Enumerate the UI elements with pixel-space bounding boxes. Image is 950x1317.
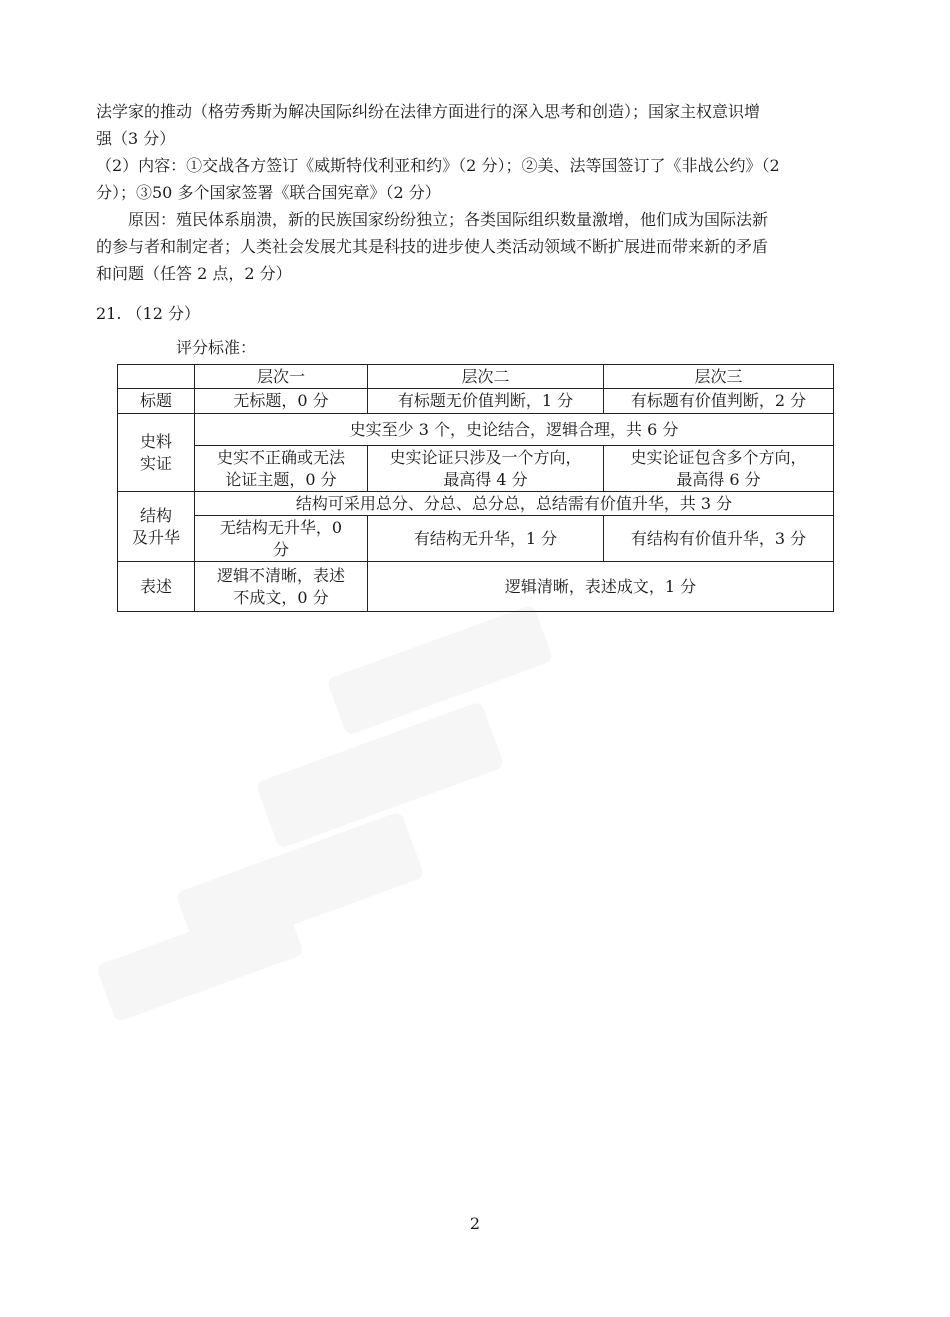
- title-level-1: 无标题，0 分: [195, 389, 368, 414]
- structure-level-3: 有结构有价值升华，3 分: [604, 516, 834, 562]
- text-line: 法学家的推动（格劳秀斯为解决国际纠纷在法律方面进行的深入思考和创造）；国家主权意识增: [96, 102, 761, 121]
- header-level-3: 层次三: [604, 365, 834, 389]
- text-line: 强（3 分）: [96, 129, 176, 148]
- row-label-evidence: 史料 实证: [118, 414, 195, 492]
- evidence-level-1: 史实不正确或无法 论证主题，0 分: [195, 446, 368, 492]
- text-line: 和问题（任答 2 点，2 分）: [96, 264, 292, 283]
- row-label-title: 标题: [118, 389, 195, 414]
- text-line: 原因：殖民体系崩溃，新的民族国家纷纷独立；各类国际组织数量激增，他们成为国际法新: [96, 210, 769, 229]
- grading-table: [117, 364, 834, 612]
- title-level-3: 有标题有价值判断，2 分: [604, 389, 834, 414]
- page-number: 2: [469, 1214, 481, 1233]
- structure-level-1: 无结构无升华，0 分: [195, 516, 368, 562]
- evidence-span: 史实至少 3 个，史论结合，逻辑合理，共 6 分: [195, 414, 834, 446]
- grading-standard-label: 评分标准：: [176, 338, 257, 357]
- text-line: （2）内容：①交战各方签订《威斯特伐利亚和约》（2 分）；②美、法等国签订了《非战公约》（2: [96, 156, 780, 175]
- question-number: 21. （12 分）: [96, 304, 200, 323]
- header-blank: [118, 365, 195, 389]
- expression-span: 逻辑清晰，表述成文，1 分: [368, 562, 834, 612]
- row-label-expression: 表述: [118, 562, 195, 612]
- expression-level-1: 逻辑不清晰，表述 不成文，0 分: [195, 562, 368, 612]
- title-level-2: 有标题无价值判断，1 分: [368, 389, 604, 414]
- text-line: 分）；③50 多个国家签署《联合国宪章》（2 分）: [96, 183, 441, 202]
- header-level-1: 层次一: [195, 365, 368, 389]
- header-level-2: 层次二: [368, 365, 604, 389]
- structure-level-2: 有结构无升华，1 分: [368, 516, 604, 562]
- structure-span: 结构可采用总分、分总、总分总，总结需有价值升华，共 3 分: [195, 492, 834, 516]
- evidence-level-3: 史实论证包含多个方向， 最高得 6 分: [604, 446, 834, 492]
- row-label-structure: 结构 及升华: [118, 492, 195, 562]
- evidence-level-2: 史实论证只涉及一个方向， 最高得 4 分: [368, 446, 604, 492]
- text-line: 的参与者和制定者；人类社会发展尤其是科技的进步使人类活动领域不断扩展进而带来新的矛盾: [96, 237, 769, 256]
